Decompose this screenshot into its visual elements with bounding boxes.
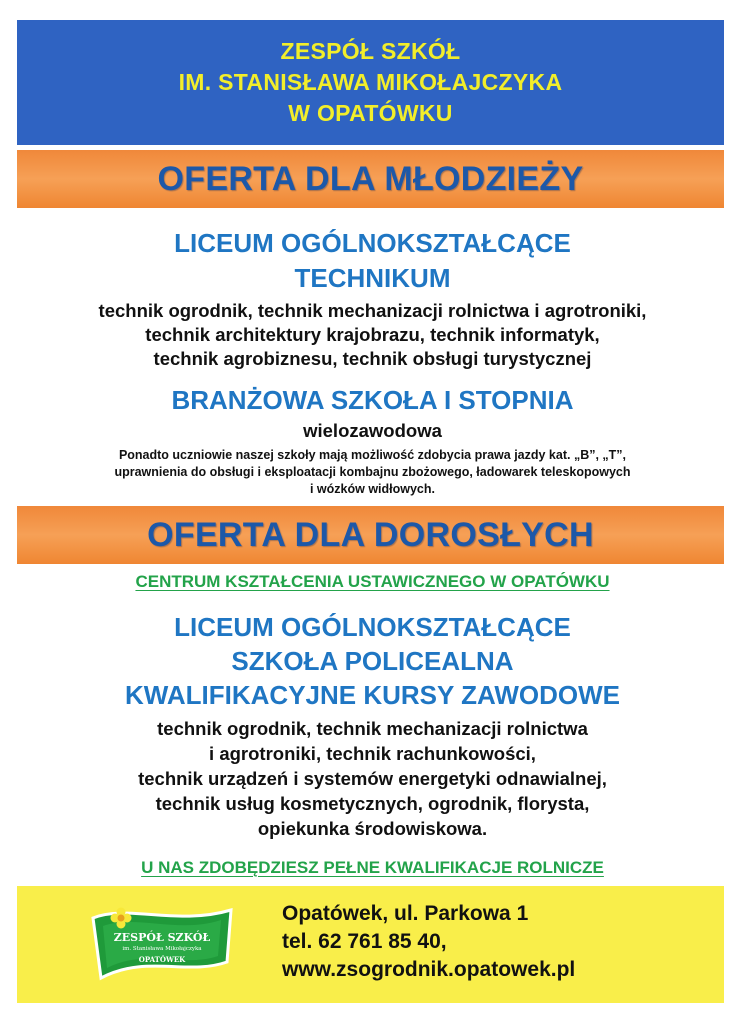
contact-footer bbox=[17, 886, 724, 1003]
school-header bbox=[17, 20, 724, 145]
adult-offer-band bbox=[17, 506, 724, 564]
adult-line-4: technik usług kosmetycznych, ogrodnik, florysta, bbox=[155, 793, 590, 814]
address-text: Opatówek, ul. Parkowa 1 bbox=[282, 902, 529, 925]
header-line-1: ZESPÓŁ SZKÓŁ bbox=[280, 38, 461, 64]
contact-details bbox=[282, 900, 575, 984]
adult-line-2: i agrotroniki, technik rachunkowości, bbox=[209, 743, 536, 764]
header-line-3: W OPATÓWKU bbox=[288, 100, 453, 126]
branzowa-heading: BRANŻOWA SZKOŁA I STOPNIA bbox=[171, 385, 574, 415]
header-line-2: IM. STANISŁAWA MIKOŁAJCZYKA bbox=[178, 69, 563, 95]
adult-liceum-heading: LICEUM OGÓLNOKSZTAŁCĄCE bbox=[174, 612, 571, 642]
qualifications-slogan: U NAS ZDOBĘDZIESZ PEŁNE KWALIFIKACJE ROLNICZE bbox=[141, 858, 604, 877]
technikum-line-2: technik architektury krajobrazu, technik informatyk, bbox=[145, 324, 600, 345]
phone-text: tel. 62 761 85 40, bbox=[282, 930, 447, 953]
adult-line-5: opiekunka środowiskowa. bbox=[257, 818, 488, 839]
youth-liceum-heading: LICEUM OGÓLNOKSZTAŁCĄCE bbox=[174, 228, 571, 258]
policealna-heading: SZKOŁA POLICEALNA bbox=[231, 646, 514, 676]
ckz-center-title: CENTRUM KSZTAŁCENIA USTAWICZNEGO W OPATÓWKU bbox=[135, 572, 610, 591]
logo-line-3: OPATÓWEK bbox=[138, 955, 186, 964]
kkz-heading: KWALIFIKACYJNE KURSY ZAWODOWE bbox=[125, 680, 620, 710]
logo-line-1: ZESPÓŁ SZKÓŁ bbox=[113, 931, 211, 944]
youth-offer-title: OFERTA DLA MŁODZIEŻY bbox=[157, 159, 584, 198]
website-link[interactable]: www.zsogrodnik.opatowek.pl bbox=[282, 958, 576, 981]
logo-line-2: im. Stanisława Mikołajczyka bbox=[122, 946, 202, 952]
youth-note-line-2: uprawnienia do obsługi i eksploatacji kombajnu zbożowego, ładowarek teleskopowych bbox=[114, 465, 631, 479]
adult-offer-title: OFERTA DLA DOROSŁYCH bbox=[147, 515, 594, 554]
youth-offer-band bbox=[17, 150, 724, 208]
school-logo bbox=[87, 896, 237, 996]
youth-note-line-3: i wózków widłowych. bbox=[309, 482, 435, 496]
branzowa-subtitle: wielozawodowa bbox=[303, 420, 442, 441]
technikum-line-1: technik ogrodnik, technik mechanizacji rolnictwa i agrotroniki, bbox=[98, 300, 647, 321]
adult-line-3: technik urządzeń i systemów energetyki odnawialnej, bbox=[138, 768, 607, 789]
technikum-heading: TECHNIKUM bbox=[294, 263, 451, 293]
adult-line-1: technik ogrodnik, technik mechanizacji rolnictwa bbox=[157, 718, 588, 739]
technikum-line-3: technik agrobiznesu, technik obsługi turystycznej bbox=[153, 348, 592, 369]
youth-note-line-1: Ponadto uczniowie naszej szkoły mają możliwość zdobycia prawa jazdy kat. „B”, „T”, bbox=[118, 448, 627, 462]
